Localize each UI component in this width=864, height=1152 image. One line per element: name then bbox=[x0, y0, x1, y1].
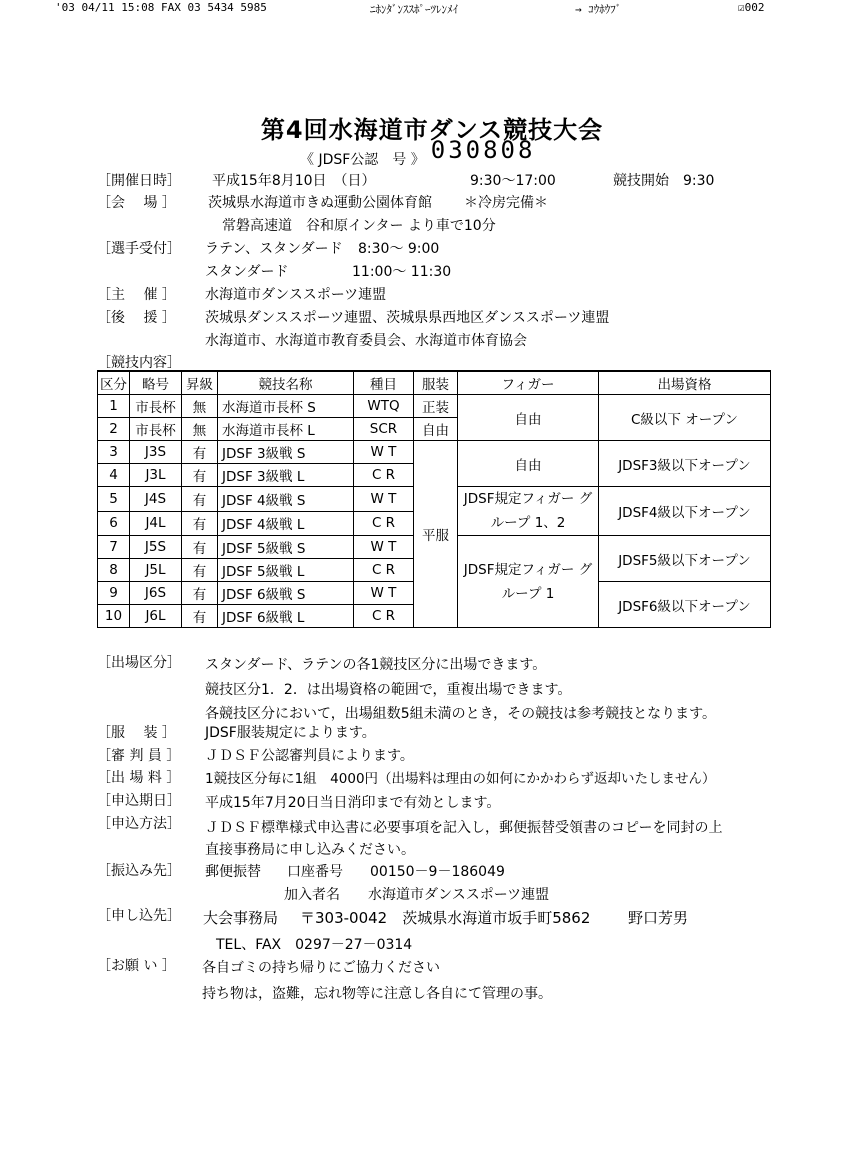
table-row bbox=[98, 395, 771, 418]
support-line-1: 茨城県ダンススポーツ連盟、茨城県県西地区ダンススポーツ連盟 bbox=[205, 310, 610, 326]
cell-promotion: 有 bbox=[182, 511, 218, 536]
transfer-account: 00150－9－186049 bbox=[370, 864, 505, 880]
cell-event-name: JDSF 3級戦 L bbox=[218, 464, 354, 487]
date-label: ［開催日時］ bbox=[97, 173, 181, 189]
cell-promotion: 有 bbox=[182, 605, 218, 628]
entry-line-2: 競技区分1．2．は出場資格の範囲で，重複出場できます。 bbox=[205, 682, 572, 698]
cell-code: J3L bbox=[130, 464, 182, 487]
header-figure: フィガー bbox=[458, 371, 599, 395]
contact-address: 〒303-0042 茨城県水海道市坂手町5862 bbox=[300, 909, 591, 927]
cell-code: J5L bbox=[130, 559, 182, 582]
cell-promotion: 有 bbox=[182, 487, 218, 512]
cell-code: 市長杯 bbox=[130, 418, 182, 441]
time-value: 9:30～17:00 bbox=[470, 173, 556, 189]
cell-no: 9 bbox=[98, 582, 130, 605]
cell-attire: 自由 bbox=[414, 418, 458, 441]
cell-attire: 正装 bbox=[414, 395, 458, 418]
fax-datetime: '03 04/11 15:08 FAX 03 5434 5985 bbox=[55, 1, 267, 14]
cell-attire: 平服 bbox=[414, 441, 458, 628]
reception-events-1: ラテン、スタンダード bbox=[205, 241, 343, 257]
cell-event-name: 水海道市長杯 L bbox=[218, 418, 354, 441]
cell-event-name: JDSF 3級戦 S bbox=[218, 441, 354, 464]
cell-no: 8 bbox=[98, 559, 130, 582]
cell-event-name: JDSF 6級戦 S bbox=[218, 582, 354, 605]
cell-dances: C R bbox=[354, 511, 414, 536]
deadline-label: ［申込期日］ bbox=[97, 793, 181, 809]
header-promotion: 昇級 bbox=[182, 371, 218, 395]
fax-header bbox=[0, 0, 864, 20]
cell-qualification: JDSF3級以下オープン bbox=[599, 441, 771, 487]
page-title: 第4回水海道市ダンス競技大会 bbox=[260, 116, 604, 144]
cell-no: 2 bbox=[98, 418, 130, 441]
method-label: ［申込方法］ bbox=[97, 816, 181, 832]
cell-promotion: 有 bbox=[182, 582, 218, 605]
fee-label: ［出 場 料 ］ bbox=[97, 770, 181, 786]
fee-value: 1競技区分毎に1組 4000円（出場料は理由の如何にかかわらず返却いたしません） bbox=[205, 771, 716, 787]
cell-figure: JDSF規定フィガー グループ 1、2 bbox=[458, 487, 599, 536]
header-event-name: 競技名称 bbox=[218, 371, 354, 395]
cell-no: 4 bbox=[98, 464, 130, 487]
cell-dances: W T bbox=[354, 536, 414, 559]
cell-promotion: 無 bbox=[182, 395, 218, 418]
cell-qualification: JDSF4級以下オープン bbox=[599, 487, 771, 536]
cell-no: 10 bbox=[98, 605, 130, 628]
venue-name: 茨城県水海道市きぬ運動公園体育館 bbox=[208, 195, 432, 211]
cell-dances: W T bbox=[354, 582, 414, 605]
cell-no: 7 bbox=[98, 536, 130, 559]
cell-dances: W T bbox=[354, 487, 414, 512]
cell-dances: C R bbox=[354, 605, 414, 628]
organizer-value: 水海道市ダンススポーツ連盟 bbox=[205, 287, 387, 303]
reception-label: ［選手受付］ bbox=[97, 241, 181, 257]
cell-event-name: JDSF 4級戦 L bbox=[218, 511, 354, 536]
cell-code: 市長杯 bbox=[130, 395, 182, 418]
request-line-2: 持ち物は，盗難，忘れ物等に注意し各自にて管理の事。 bbox=[202, 986, 552, 1002]
events-table bbox=[97, 370, 771, 628]
header-code: 略号 bbox=[130, 371, 182, 395]
method-line-2: 直接事務局に申し込みください。 bbox=[205, 842, 415, 858]
table-row bbox=[98, 441, 771, 464]
cell-event-name: JDSF 5級戦 L bbox=[218, 559, 354, 582]
fax-recipient: → ｺｳﾎｳﾌﾞ bbox=[575, 3, 622, 16]
venue-label: ［会 場 ］ bbox=[97, 195, 176, 211]
method-line-1: ＪＤＳＦ標準様式申込書に必要事項を記入し，郵便振替受領書のコピーを同封の上 bbox=[205, 820, 723, 836]
header-qualification: 出場資格 bbox=[599, 371, 771, 395]
attire-label: ［服 装 ］ bbox=[97, 725, 176, 741]
cell-dances: W T bbox=[354, 441, 414, 464]
transfer-label: ［振込み先］ bbox=[97, 863, 181, 879]
contact-label: ［申し込先］ bbox=[97, 908, 181, 924]
fax-page: ☑002 bbox=[738, 1, 765, 14]
cell-code: J6S bbox=[130, 582, 182, 605]
deadline-value: 平成15年7月20日当日消印まで有効とします。 bbox=[205, 795, 501, 811]
judges-label: ［審 判 員 ］ bbox=[97, 748, 181, 764]
attire-value: JDSF服装規定によります。 bbox=[205, 725, 376, 741]
cell-code: J4L bbox=[130, 511, 182, 536]
cell-promotion: 無 bbox=[182, 418, 218, 441]
venue-note: ＊冷房完備＊ bbox=[464, 195, 548, 211]
cell-figure: 自由 bbox=[458, 441, 599, 487]
venue-access: 常磐高速道 谷和原インター より車で10分 bbox=[222, 218, 496, 234]
transfer-holder: 水海道市ダンススポーツ連盟 bbox=[368, 887, 550, 903]
cell-no: 5 bbox=[98, 487, 130, 512]
cell-no: 1 bbox=[98, 395, 130, 418]
transfer-type: 郵便振替 bbox=[205, 864, 261, 880]
support-line-2: 水海道市、水海道市教育委員会、水海道市体育協会 bbox=[205, 333, 527, 349]
fax-sender: ﾆﾎﾝﾀﾞﾝｽｽﾎﾟｰﾂﾚﾝﾒｲ bbox=[370, 3, 458, 16]
contact-office: 大会事務局 bbox=[203, 909, 279, 927]
judges-value: ＪＤＳＦ公認審判員によります。 bbox=[205, 748, 414, 764]
cell-event-name: 水海道市長杯 S bbox=[218, 395, 354, 418]
cell-dances: C R bbox=[354, 559, 414, 582]
cell-promotion: 有 bbox=[182, 464, 218, 487]
approval-line bbox=[300, 136, 536, 170]
cell-no: 3 bbox=[98, 441, 130, 464]
start-time: 競技開始 9:30 bbox=[613, 173, 715, 189]
cell-code: J6L bbox=[130, 605, 182, 628]
approval-number: 030808 bbox=[430, 136, 536, 164]
cell-dances: SCR bbox=[354, 418, 414, 441]
contact-tel: TEL、FAX 0297－27－0314 bbox=[216, 937, 413, 953]
cell-code: J3S bbox=[130, 441, 182, 464]
support-label: ［後 援 ］ bbox=[97, 310, 176, 326]
request-line-1: 各自ゴミの持ち帰りにご協力ください bbox=[202, 960, 440, 976]
transfer-holder-label: 加入者名 bbox=[284, 887, 340, 903]
cell-no: 6 bbox=[98, 511, 130, 536]
approval-label: 《 JDSF公認 号 》 bbox=[300, 152, 425, 168]
reception-time-1: 8:30～ 9:00 bbox=[358, 241, 440, 257]
entry-line-1: スタンダード、ラテンの各1競技区分に出場できます。 bbox=[205, 657, 547, 673]
header-no: 区分 bbox=[98, 371, 130, 395]
reception-events-2: スタンダード bbox=[205, 264, 289, 280]
entry-line-3: 各競技区分において，出場組数5組未満のとき，その競技は参考競技となります。 bbox=[205, 706, 716, 722]
entry-label: ［出場区分］ bbox=[97, 655, 181, 671]
request-label: ［お願 い ］ bbox=[97, 958, 176, 974]
cell-dances: C R bbox=[354, 464, 414, 487]
cell-figure: 自由 bbox=[458, 395, 599, 441]
cell-event-name: JDSF 6級戦 L bbox=[218, 605, 354, 628]
cell-dances: WTQ bbox=[354, 395, 414, 418]
date-value: 平成15年8月10日 （日） bbox=[212, 173, 376, 189]
cell-figure: JDSF規定フィガー グループ 1 bbox=[458, 536, 599, 628]
contents-label: ［競技内容］ bbox=[97, 355, 181, 371]
cell-promotion: 有 bbox=[182, 536, 218, 559]
cell-code: J4S bbox=[130, 487, 182, 512]
cell-event-name: JDSF 5級戦 S bbox=[218, 536, 354, 559]
cell-code: J5S bbox=[130, 536, 182, 559]
header-attire: 服装 bbox=[414, 371, 458, 395]
contact-person: 野口芳男 bbox=[628, 909, 689, 927]
organizer-label: ［主 催 ］ bbox=[97, 287, 176, 303]
reception-time-2: 11:00～ 11:30 bbox=[352, 264, 452, 280]
cell-promotion: 有 bbox=[182, 441, 218, 464]
cell-event-name: JDSF 4級戦 S bbox=[218, 487, 354, 512]
table-header-row bbox=[98, 371, 771, 395]
cell-qualification: JDSF5級以下オープン bbox=[599, 536, 771, 582]
cell-qualification: JDSF6級以下オープン bbox=[599, 582, 771, 628]
transfer-account-label: 口座番号 bbox=[287, 864, 343, 880]
cell-promotion: 有 bbox=[182, 559, 218, 582]
cell-qualification: C級以下 オープン bbox=[599, 395, 771, 441]
header-dances: 種目 bbox=[354, 371, 414, 395]
